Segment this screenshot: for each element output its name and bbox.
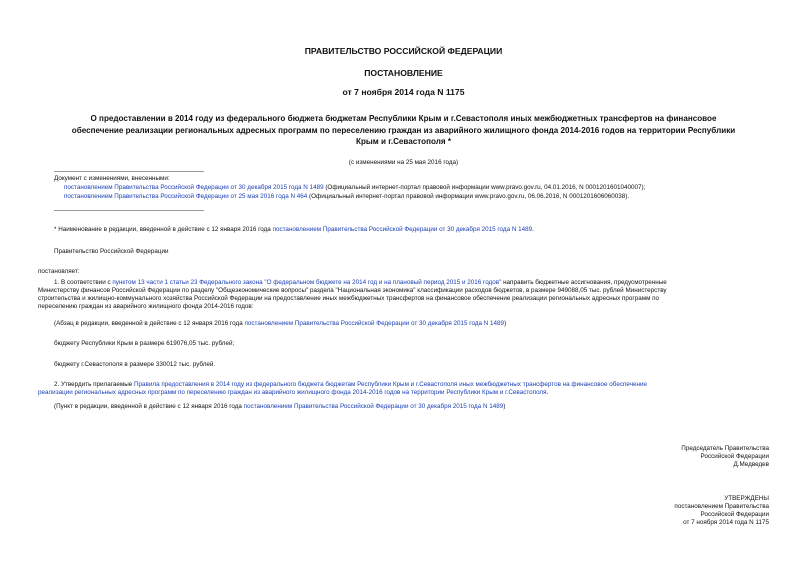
edition-note: (с изменениями на 25 мая 2016 года): [348, 159, 459, 166]
footnote-link[interactable]: постановлением Правительства Российской Федерации от 30 декабря 2015 года N 1489: [272, 226, 533, 233]
document-date-number: от 7 ноября 2014 года N 1175: [342, 87, 465, 97]
p1-pre: 1. В соответствии с: [54, 279, 113, 286]
change-link-1489[interactable]: постановлением Правительства Российской Федерации от 30 декабря 2015 года N 1489: [64, 184, 324, 192]
signature-position: Председатель Правительства: [681, 445, 769, 452]
p1-line-4: переселению граждан из аварийного жилищного фонда 2014-2016 годов:: [38, 303, 254, 311]
approved-org: Российской Федерации: [700, 511, 769, 519]
approved-date: от 7 ноября 2014 года N 1175: [683, 519, 769, 527]
p1-line1-end: направить бюджетные ассигнования, предусмотренные: [501, 279, 667, 286]
approved-block: [509, 495, 769, 527]
p2-note-end: ): [503, 403, 506, 410]
p1-line-2: Министерству финансов Российской Федерации по разделу "Общеэкономические вопросы" раздела "Национальная экономика" классификации расходов бюджетов, в размере 949088,05 тыс. рублей Министерству: [38, 287, 667, 295]
signature-org: Российской Федерации: [700, 453, 769, 461]
decides: постановляет:: [38, 268, 80, 275]
p2-pre: 2. Утвердить прилагаемые: [54, 381, 134, 388]
divider-bottom: [54, 210, 204, 211]
paragraph-1: [38, 279, 768, 311]
title-line-1: О предоставлении в 2014 году из федерального бюджета бюджетам Республики Крым и г.Севастополя иных межбюджетных трансфертов на финансовое: [90, 114, 717, 123]
crimea-allocation: бюджету Республики Крым в размере 619076,05 тыс. рублей;: [54, 340, 235, 347]
p2-edition-note: [54, 403, 505, 411]
signature-block: [509, 445, 769, 469]
p2-end: .: [546, 389, 549, 397]
issuer: Правительство Российской Федерации: [54, 248, 169, 255]
document-title: [20, 113, 787, 148]
federal-law-link[interactable]: пунктом 13 части 1 статьи 23 Федерального закона "О федеральном бюджете на 2014 год и на плановый период 2015 и 2016 годов": [112, 279, 502, 286]
sevastopol-allocation: бюджету г.Севастополя в размере 330012 тыс. рублей.: [54, 361, 216, 368]
p2-note-pre: (Пункт в редакции, введенной в действие с 12 января 2016 года: [54, 403, 244, 410]
p1-note-link[interactable]: постановлением Правительства Российской Федерации от 30 декабря 2015 года N 1489: [244, 320, 505, 327]
change-item-1: [54, 184, 794, 192]
p2-line-1: [38, 381, 768, 389]
change-text-2: (Официальный интернет-портал правовой информации www.pravo.gov.ru, 06.06.2016, N 0001201606060038).: [307, 193, 630, 201]
p1-line-3: строительства и жилищно-коммунального хозяйства Российской Федерации на предоставление иных межбюджетных трансфертов на финансовое обеспечение реализации региональных адресных программ по: [38, 295, 660, 303]
title-footnote: [54, 226, 534, 234]
changes-block: [54, 175, 794, 201]
title-line-3: Крым и г.Севастополя *: [356, 137, 451, 146]
p1-edition-note: [54, 320, 506, 328]
approved-heading: УТВЕРЖДЕНЫ: [724, 495, 769, 502]
government-name: ПРАВИТЕЛЬСТВО РОССИЙСКОЙ ФЕДЕРАЦИИ: [304, 46, 503, 56]
rules-link-continued[interactable]: реализации региональных адресных программ по переселению граждан из аварийного жилищного фонда 2014-2016 годов на территории Республики Крым и г.Севастополя: [38, 389, 547, 397]
title-line-2: обеспечение реализации региональных адресных программ по переселению граждан из аварийного жилищного фонда 2014-2016 годов на территории Республики: [71, 125, 736, 135]
change-text-1: (Официальный интернет-портал правовой информации www.pravo.gov.ru, 04.01.2016, N 0001201601040007);: [323, 184, 646, 192]
p2-note-link[interactable]: постановлением Правительства Российской Федерации от 30 декабря 2015 года N 1489: [243, 403, 504, 410]
p1-note-pre: (Абзац в редакции, введенной в действие с 12 января 2016 года: [54, 320, 245, 327]
divider-top: [54, 171, 204, 172]
signature-name: Д.Медведев: [733, 461, 769, 469]
p1-note-end: ): [504, 320, 507, 327]
document-type: ПОСТАНОВЛЕНИЕ: [364, 68, 443, 78]
footnote-end: .: [532, 226, 534, 233]
rules-link[interactable]: Правила предоставления в 2014 году из федерального бюджета бюджетам Республики Крым и г.Севастополя иных межбюджетных трансфертов на финансовое обеспечение: [134, 381, 647, 388]
change-link-464[interactable]: постановлением Правительства Российской Федерации от 25 мая 2016 года N 464: [64, 193, 308, 201]
p2-line-2: [38, 389, 768, 397]
changes-intro: Документ с изменениями, внесенными:: [54, 175, 170, 182]
footnote-text: * Наименование в редакции, введенной в действие с 12 января 2016 года: [54, 226, 273, 233]
change-item-2: [54, 193, 794, 201]
approved-by: постановлением Правительства: [674, 503, 769, 511]
p1-line-1: [38, 279, 768, 287]
paragraph-2: [38, 381, 768, 397]
